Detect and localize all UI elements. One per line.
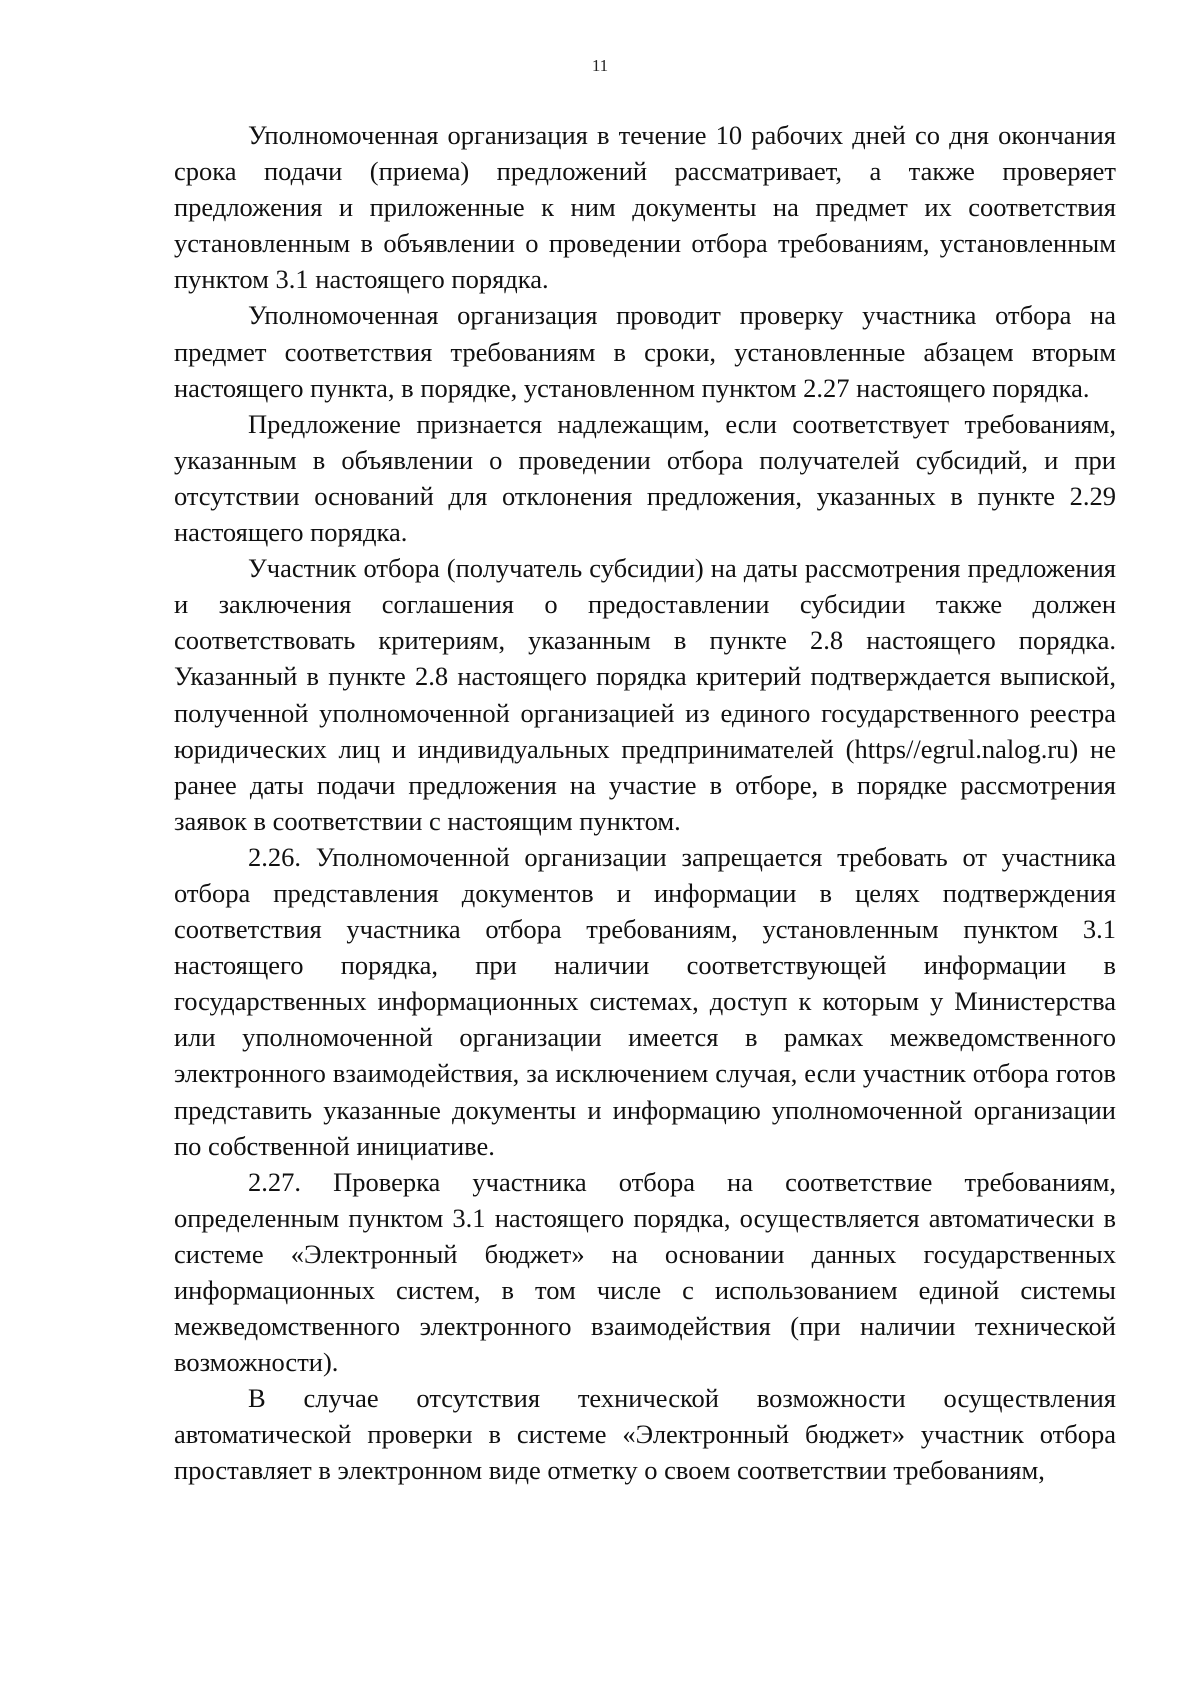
paragraph-review-period: Уполномоченная организация в течение 10 рабочих дней со дня окончания срока подачи (приема) предложений рассматривает, а также проверяет предложения и приложенные к ним документы на предмет их соответствия установленным в объявлении о проведении отбора требованиям, установленным пунктом 3.1 настоящего порядка. bbox=[174, 120, 1116, 295]
paragraph-clause-2-27: 2.27. Проверка участника отбора на соответствие требованиям, определенным пунктом 3.1 настоящего порядка, осуществляется автоматически в системе «Электронный бюджет» на основании данных государственных информационных систем, в том числе с использованием единой системы межведомственного электронного взаимодействия (при наличии технической возможности). bbox=[174, 1166, 1116, 1378]
page-number: 11 bbox=[591, 56, 609, 75]
paragraph-proposal-acceptance: Предложение признается надлежащим, если соответствует требованиям, указанным в объявлении о проведении отбора получателей субсидий, и при отсутствии оснований для отклонения предложения, указанных в пункте 2.29 настоящего порядка. bbox=[174, 408, 1116, 548]
paragraph-clause-2-26: 2.26. Уполномоченной организации запрещается требовать от участника отбора представления документов и информации в целях подтверждения соответствия участника отбора требованиям, установленным пунктом 3.1 настоящего порядка, при наличии соответствующей информации в государственных информационных системах, доступ к которым у Министерства или уполномоченной организации имеется в рамках межведомственного электронного взаимодействия, за исключением случая, если участник отбора готов представить указанные документы и информацию уполномоченной организации по собственной инициативе. bbox=[174, 841, 1116, 1161]
paragraph-manual-check: В случае отсутствия технической возможности осуществления автоматической проверки в системе «Электронный бюджет» участник отбора проставляет в электронном виде отметку о своем соответствии требованиям, bbox=[174, 1383, 1116, 1486]
paragraph-participant-criteria: Участник отбора (получатель субсидии) на даты рассмотрения предложения и заключения соглашения о предоставлении субсидии также должен соответствовать критериям, указанным в пункте 2.8 настоящего порядка. Указанный в пункте 2.8 настоящего порядка критерий подтверждается выпиской, полученной уполномоченной организацией из единого государственного реестра юридических лиц и индивидуальных предпринимателей (https//egrul.nalog.ru) не ранее даты подачи предложения на участие в отборе, в порядке рассмотрения заявок в соответствии с настоящим пунктом. bbox=[174, 553, 1116, 836]
paragraph-participant-check: Уполномоченная организация проводит проверку участника отбора на предмет соответствия требованиям в сроки, установленные абзацем вторым настоящего пункта, в порядке, установленном пунктом 2.27 настоящего порядка. bbox=[174, 300, 1116, 403]
document-body bbox=[174, 117, 1116, 1489]
